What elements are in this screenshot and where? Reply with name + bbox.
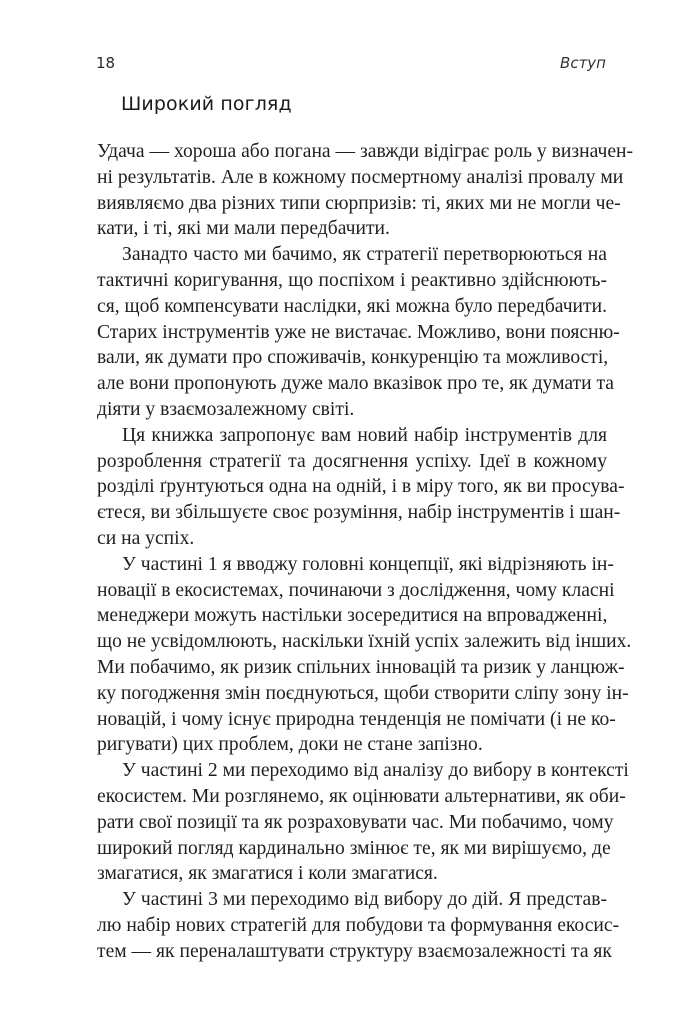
text-line: кати, і ті, які ми мали передбачити. xyxy=(97,218,390,240)
text-line: але вони пропонують дуже мало вказівок про те, як думати та xyxy=(97,373,614,395)
text-line: розділі ґрунтуються одна на одній, і в міру того, як ви просува- xyxy=(97,476,625,498)
text-line: ригувати) цих проблем, доки не стане запізно. xyxy=(97,734,483,756)
running-header xyxy=(96,52,606,74)
paragraph-6 xyxy=(97,887,620,964)
text-line: діяти у взаємозалежному світі. xyxy=(97,398,355,420)
text-line: новації в екосистемах, починаючи з дослідження, чому класні xyxy=(97,579,615,601)
text-line: ку погодження змін поєднуються, щоби створити сліпу зону ін- xyxy=(97,682,629,704)
paragraph-1 xyxy=(97,139,634,242)
text-line: рати свої позиції та як розраховувати час. Ми побачимо, чому xyxy=(97,811,614,833)
chapter-name: Вступ xyxy=(560,54,606,72)
text-line: широкий погляд кардинально змінює те, як ми вирішуємо, де xyxy=(97,837,611,859)
text-line: У частині 3 ми переходимо від вибору до дій. Я представ- xyxy=(122,889,607,911)
text-line: виявляємо два різних типи сюрпризів: ті, яких ми не могли че- xyxy=(97,192,621,214)
text-line: У частині 1 я вводжу головні концепції, які відрізняють ін- xyxy=(122,553,614,575)
text-line: Старих інструментів уже не вистачає. Можливо, вони поясню- xyxy=(97,321,620,343)
text-line: тем — як переналаштувати структуру взаємозалежності та як xyxy=(97,940,612,962)
text-line: си на успіх. xyxy=(97,527,195,549)
text-line: Ми побачимо, як ризик спільних інновацій та ризик у ланцюж- xyxy=(97,656,625,678)
text-line: Удача — хороша або погана — завжди відіграє роль у визначен- xyxy=(97,141,634,162)
section-heading: Широкий погляд xyxy=(121,93,292,115)
paragraph-4 xyxy=(97,552,632,758)
text-line: тактичні коригування, що поспіхом і реактивно здійснюють- xyxy=(97,269,607,291)
text-line: лю набір нових стратегій для побудови та формування екосис- xyxy=(97,914,620,936)
text-line: вали, як думати про споживачів, конкуренцію та можливості, xyxy=(97,347,609,369)
text-line: єтеся, ви збільшуєте своє розуміння, набір інструментів і шан- xyxy=(97,502,621,524)
paragraph-2 xyxy=(97,242,620,423)
text-line: розроблення стратегії та досягнення успіху. Ідеї в кожному xyxy=(97,450,607,472)
paragraph-3 xyxy=(97,423,625,552)
text-line: У частині 2 ми переходимо від аналізу до вибору в контексті xyxy=(122,760,629,782)
text-line: ні результатів. Але в кожному посмертному аналізі провалу ми xyxy=(97,166,624,188)
body-text xyxy=(97,139,634,965)
page-number: 18 xyxy=(96,54,116,72)
text-line: новацій, і чому існує природна тенденція не помічати (і не ко- xyxy=(97,708,616,730)
text-line: ся, щоб компенсувати наслідки, які можна було передбачити. xyxy=(97,295,607,317)
paragraph-5 xyxy=(97,758,629,887)
text-line: змагатися, як змагатися і коли змагатися. xyxy=(97,863,438,885)
text-line: що не усвідомлюють, наскільки їхній успіх залежить від інших. xyxy=(97,631,632,653)
text-line: менеджери можуть настільки зосередитися на впровадженні, xyxy=(97,605,608,627)
text-line: Занадто часто ми бачимо, як стратегії перетворюються на xyxy=(122,244,607,266)
text-line: екосистем. Ми розглянемо, як оцінювати альтернативи, як оби- xyxy=(97,785,626,807)
text-line: Ця книжка запропонує вам новий набір інструментів для xyxy=(122,424,607,446)
